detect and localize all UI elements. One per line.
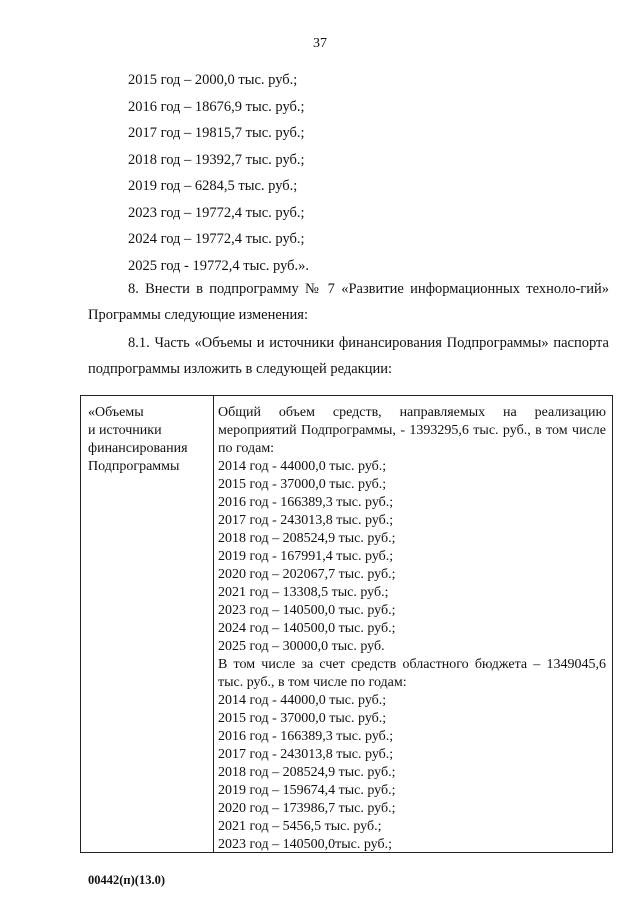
- total-year-item: 2025 год – 30000,0 тыс. руб.: [218, 639, 385, 654]
- page-number: 37: [313, 36, 327, 51]
- total-year-item: 2016 год - 166389,3 тыс. руб.;: [218, 495, 394, 510]
- paragraph-8-1: [88, 330, 609, 382]
- regional-year-item: 2017 год - 243013,8 тыс. руб.;: [218, 747, 394, 762]
- regional-year-item: 2021 год – 5456,5 тыс. руб.;: [218, 819, 382, 834]
- year-item: 2019 год – 6284,5 тыс. руб.;: [128, 178, 298, 194]
- table-value-cell: [218, 404, 606, 854]
- regional-year-item: 2014 год - 44000,0 тыс. руб.;: [218, 693, 387, 708]
- year-item: 2015 год – 2000,0 тыс. руб.;: [128, 72, 298, 88]
- table-column-divider: [213, 396, 214, 852]
- year-item: 2024 год – 19772,4 тыс. руб.;: [128, 231, 305, 247]
- passport-table: [80, 395, 613, 853]
- total-year-item: 2023 год – 140500,0 тыс. руб.;: [218, 603, 396, 618]
- total-year-item: 2014 год - 44000,0 тыс. руб.;: [218, 459, 387, 474]
- label-line: финансирования: [88, 441, 188, 456]
- total-year-item: 2021 год – 13308,5 тыс. руб.;: [218, 585, 389, 600]
- table-label-cell: [88, 404, 208, 476]
- year-item: 2017 год – 19815,7 тыс. руб.;: [128, 125, 305, 141]
- total-funding-intro: Общий объем средств, направляемых на реализацию мероприятий Подпрограммы, - 1393295,6 тыс. руб., в том числе по годам:: [218, 405, 606, 456]
- year-item: 2018 год – 19392,7 тыс. руб.;: [128, 151, 305, 168]
- regional-year-item: 2015 год - 37000,0 тыс. руб.;: [218, 711, 387, 726]
- total-year-item: 2020 год – 202067,7 тыс. руб.;: [218, 567, 396, 582]
- regional-year-item: 2016 год - 166389,3 тыс. руб.;: [218, 729, 394, 744]
- regional-year-item: 2023 год – 140500,0тыс. руб.;: [218, 837, 392, 852]
- total-year-item: 2024 год – 140500,0 тыс. руб.;: [218, 621, 396, 636]
- label-line: «Объемы: [88, 405, 144, 420]
- top-year-list: [128, 67, 309, 279]
- total-year-item: 2017 год - 243013,8 тыс. руб.;: [218, 513, 394, 528]
- total-year-item: 2015 год - 37000,0 тыс. руб.;: [218, 477, 387, 492]
- label-line: и источники: [88, 423, 162, 438]
- paragraph-8-text: 8. Внести в подпрограмму № 7 «Развитие информационных техноло-гий» Программы следующие изменения:: [88, 281, 609, 323]
- regional-year-item: 2018 год – 208524,9 тыс. руб.;: [218, 765, 396, 780]
- regional-year-item: 2020 год – 173986,7 тыс. руб.;: [218, 801, 396, 816]
- year-item: 2023 год – 19772,4 тыс. руб.;: [128, 204, 305, 221]
- regional-year-item: 2019 год – 159674,4 тыс. руб.;: [218, 783, 396, 798]
- paragraph-8: [88, 276, 609, 328]
- regional-funding-intro: В том числе за счет средств областного бюджета – 1349045,6 тыс. руб., в том числе по годам:: [218, 657, 606, 690]
- total-year-item: 2018 год – 208524,9 тыс. руб.;: [218, 531, 396, 546]
- label-line: Подпрограммы: [88, 459, 180, 474]
- total-year-item: 2019 год - 167991,4 тыс. руб.;: [218, 549, 394, 564]
- year-item: 2025 год - 19772,4 тыс. руб.».: [128, 257, 310, 274]
- document-code: 00442(п)(13.0): [88, 873, 165, 887]
- paragraph-8-1-text: 8.1. Часть «Объемы и источники финансирования Подпрограммы» паспорта подпрограммы изложить в следующей редакции:: [88, 335, 609, 377]
- year-item: 2016 год – 18676,9 тыс. руб.;: [128, 98, 305, 115]
